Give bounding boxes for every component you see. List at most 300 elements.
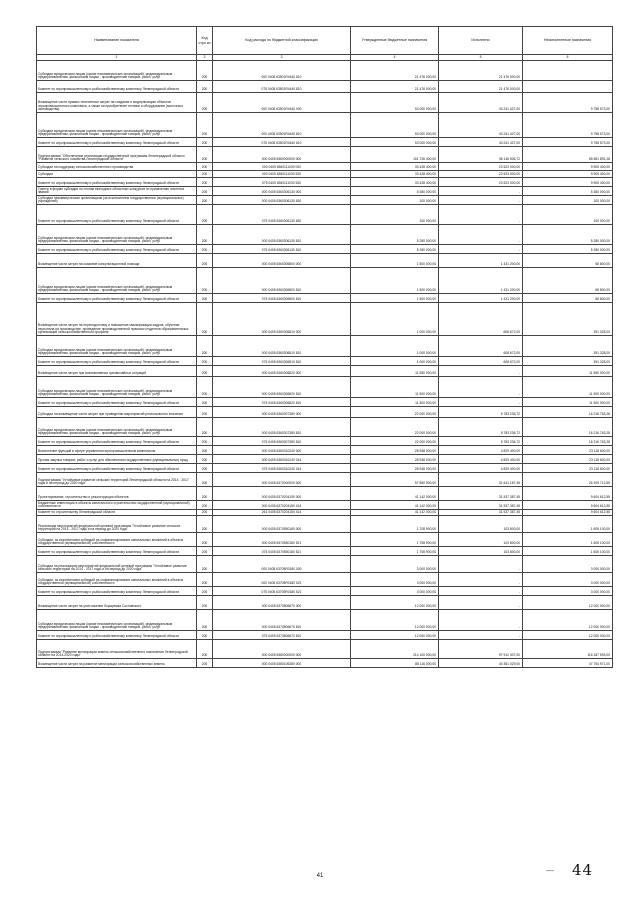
row-code-cell: 200 xyxy=(197,516,213,533)
row-classification-cell: 000 0405 6360306820 000 xyxy=(213,366,351,377)
row-approved-cell: 21 476 000,00 xyxy=(351,81,439,93)
row-classification-cell: 000 0405 6370204150 000 xyxy=(213,487,351,501)
row-code-cell: 200 xyxy=(197,294,213,303)
table-row xyxy=(37,178,613,187)
report-sheet xyxy=(36,26,612,668)
table-row xyxy=(37,294,613,303)
table-row xyxy=(37,336,613,357)
row-code-cell: 200 xyxy=(197,147,213,163)
column-number: 1 xyxy=(37,55,197,61)
row-classification-cell: 075 0405 6360306810 810 xyxy=(213,357,351,366)
row-name-cell: Комитет по агропромышленному и рыбохозяйственному комплексу Ленинградской области xyxy=(37,547,197,556)
row-approved-cell: 22 000 000,00 xyxy=(351,437,439,446)
row-name-cell: Комитет по агропромышленному и рыбохозяйственному комплексу Ленинградской области xyxy=(37,245,197,254)
row-executed-cell: 608 672,00 xyxy=(439,336,523,357)
row-unexecuted-cell: 5 280 000,00 xyxy=(523,225,613,245)
row-code-cell: 200 xyxy=(197,187,213,196)
row-code-cell: 200 xyxy=(197,163,213,171)
row-name-cell: Возмещение части затрат на переподготовку и повышение квалификации кадров, обучение персонала на производстве, проведение производственной практики студентов образовательных организаций сельскохозяйственного профиля xyxy=(37,303,197,336)
row-classification-cell: 075 0405 6360306820 810 xyxy=(213,398,351,407)
row-classification-cell: 075 0405 63501R4440 810 xyxy=(213,81,351,93)
row-name-cell: Комитет по агропромышленному и рыбохозяйственному комплексу Ленинградской области xyxy=(37,398,197,407)
row-executed-cell: - xyxy=(439,245,523,254)
table-row xyxy=(37,147,613,163)
row-approved-cell: 53 000 000,00 xyxy=(351,93,439,113)
row-approved-cell: 1 500 000,00 xyxy=(351,294,439,303)
row-code-cell: 200 xyxy=(197,473,213,487)
row-approved-cell: 33 428 400,00 xyxy=(351,178,439,187)
table-row xyxy=(37,659,613,668)
row-executed-cell: 97 912 407,00 xyxy=(439,640,523,659)
row-executed-cell: 43 241 427,00 xyxy=(439,113,523,138)
row-executed-cell: 4 829 400,00 xyxy=(439,455,523,464)
row-executed-cell: 31 641 187,45 xyxy=(439,473,523,487)
row-executed-cell: - xyxy=(439,556,523,573)
row-executed-cell: 1 431 200,00 xyxy=(439,268,523,294)
row-executed-cell: 31 537 387,45 xyxy=(439,501,523,510)
row-unexecuted-cell: 16 216 763,28 xyxy=(523,418,613,437)
row-code-cell: 200 xyxy=(197,487,213,501)
row-executed-cell: 23 523 000,00 xyxy=(439,171,523,178)
row-approved-cell: 11 500 000,00 xyxy=(351,398,439,407)
row-name-cell: Комитет по агропромышленному и рыбохозяйственному комплексу Ленинградской области xyxy=(37,81,197,93)
row-code-cell: 200 xyxy=(197,573,213,587)
row-executed-cell: - xyxy=(439,187,523,196)
row-classification-cell: 000 0405 6370204150 414 xyxy=(213,501,351,510)
table-row xyxy=(37,487,613,501)
row-approved-cell: 41 142 000,00 xyxy=(351,510,439,516)
row-executed-cell: - xyxy=(439,573,523,587)
table-row xyxy=(37,138,613,147)
row-classification-cell: 000 0405 6380106380 000 xyxy=(213,659,351,668)
row-executed-cell: 31 537 387,45 xyxy=(439,510,523,516)
row-name-cell: Подпрограмма "Устойчивое развитие сельских территорий Ленинградской области на 2014 - 2017 годы и на период до 2020 года" xyxy=(37,473,197,487)
row-code-cell: 200 xyxy=(197,587,213,596)
row-name-cell: Субсидии, за исключением субсидий на софинансирование капитальных вложений в объекты государственной (муниципальной) собственности xyxy=(37,533,197,547)
row-classification-cell: 000 0405 6360306130 000 xyxy=(213,187,351,196)
row-name-cell: Субсидии, за исключением субсидий на софинансирование капитальных вложений в объекты государственной (муниципальной) собственности xyxy=(37,573,197,587)
row-unexecuted-cell: 3 000 000,00 xyxy=(523,573,613,587)
row-approved-cell: 1 708 900,00 xyxy=(351,547,439,556)
row-code-cell: 200 xyxy=(197,659,213,668)
row-unexecuted-cell: 391 328,00 xyxy=(523,357,613,366)
table-row xyxy=(37,398,613,407)
row-classification-cell: 000 0405 6360306810 810 xyxy=(213,336,351,357)
table-row xyxy=(37,357,613,366)
row-code-cell: 200 xyxy=(197,501,213,510)
header-classification: Код расхода по бюджетной классификации xyxy=(213,27,351,55)
row-classification-cell: 000 0405 6360310240 244 xyxy=(213,455,351,464)
table-row xyxy=(37,573,613,587)
row-unexecuted-cell: 11 550 000,00 xyxy=(523,366,613,377)
table-row xyxy=(37,455,613,464)
row-unexecuted-cell: 9 758 573,00 xyxy=(523,113,613,138)
table-row xyxy=(37,366,613,377)
row-executed-cell: 23 523 000,00 xyxy=(439,163,523,171)
table-row xyxy=(37,547,613,556)
row-name-cell: Возмещение части прямых понесенных затрат на создание и модернизацию объектов агропромышленного комплекса, а также на приобретение техники и оборудования (молочного скотоводства) xyxy=(37,93,197,113)
row-classification-cell: 075 0405 6360111030 530 xyxy=(213,178,351,187)
row-code-cell: 200 xyxy=(197,464,213,473)
row-name-cell: Субсидии юридическим лицам (кроме некоммерческих организаций), индивидуальным предпринимателям, физическим лицам - производителям товаров, работ, услуг xyxy=(37,418,197,437)
row-classification-cell: 000 0405 6380000000 000 xyxy=(213,640,351,659)
table-row xyxy=(37,473,613,487)
row-code-cell: 200 xyxy=(197,268,213,294)
row-approved-cell: 100 000,00 xyxy=(351,205,439,225)
row-classification-cell: 000 0405 6370000000 000 xyxy=(213,473,351,487)
table-row xyxy=(37,245,613,254)
header-code: Код стро ки xyxy=(197,27,213,55)
row-classification-cell: 000 0405 6360306130 630 xyxy=(213,196,351,205)
row-name-cell: Субсидии xyxy=(37,171,197,178)
row-classification-cell: 000 0405 6360111030 000 xyxy=(213,163,351,171)
row-classification-cell: 261 0405 6370204150 414 xyxy=(213,510,351,516)
row-classification-cell: 075 0405 6360306130 630 xyxy=(213,205,351,225)
row-code-cell: 200 xyxy=(197,357,213,366)
row-code-cell: 200 xyxy=(197,113,213,138)
row-code-cell: 200 xyxy=(197,631,213,640)
row-classification-cell: 000 0405 6360111030 530 xyxy=(213,171,351,178)
table-row xyxy=(37,640,613,659)
row-name-cell: Комитет по агропромышленному и рыбохозяйственному комплексу Ленинградской области xyxy=(37,357,197,366)
table-row xyxy=(37,93,613,113)
table-row xyxy=(37,418,613,437)
row-unexecuted-cell: 16 216 763,28 xyxy=(523,407,613,418)
row-approved-cell: 57 850 900,00 xyxy=(351,473,439,487)
row-executed-cell: 23 523 000,00 xyxy=(439,178,523,187)
header-unexecuted: Неисполненные назначения xyxy=(523,27,613,55)
row-unexecuted-cell: 3 000 000,00 xyxy=(523,556,613,573)
row-unexecuted-cell: 100 000,00 xyxy=(523,205,613,225)
row-classification-cell: 000 0405 6370806670 000 xyxy=(213,596,351,610)
row-code-cell: 200 xyxy=(197,437,213,446)
row-name-cell: Комитет по агропромышленному и рыбохозяйственному комплексу Ленинградской области xyxy=(37,464,197,473)
row-unexecuted-cell: 23 118 600,00 xyxy=(523,464,613,473)
row-code-cell: 200 xyxy=(197,547,213,556)
row-unexecuted-cell: 5 380 000,00 xyxy=(523,187,613,196)
header-row xyxy=(37,27,613,55)
table-row xyxy=(37,171,613,178)
column-number: 4 xyxy=(351,55,439,61)
row-approved-cell: 33 428 400,00 xyxy=(351,163,439,171)
row-approved-cell: 3 000 000,00 xyxy=(351,587,439,596)
row-code-cell: 200 xyxy=(197,171,213,178)
row-unexecuted-cell: 9 758 573,00 xyxy=(523,93,613,113)
row-executed-cell: 31 537 387,45 xyxy=(439,487,523,501)
table-row xyxy=(37,407,613,418)
row-classification-cell: 000 0405 6360306820 810 xyxy=(213,377,351,398)
row-name-cell: Субсидии юридическим лицам (кроме некоммерческих организаций), индивидуальным предпринимателям, физическим лицам - производителям товаров, работ, услуг xyxy=(37,336,197,357)
table-row xyxy=(37,113,613,138)
table-row xyxy=(37,596,613,610)
handwritten-page-mark: 44 xyxy=(572,861,594,879)
row-unexecuted-cell: 9 604 612,55 xyxy=(523,501,613,510)
row-code-cell: 200 xyxy=(197,418,213,437)
row-name-cell: Комитет по агропромышленному и рыбохозяйственному комплексу Ленинградской области xyxy=(37,205,197,225)
header-approved: Утвержденные бюджетные назначения xyxy=(351,27,439,55)
corner-dash: — xyxy=(546,866,554,875)
row-approved-cell: 214 100 000,00 xyxy=(351,640,439,659)
row-approved-cell: 3 000 000,00 xyxy=(351,573,439,587)
row-name-cell: Возмещение части затрат на оказание консультационной помощи xyxy=(37,254,197,268)
row-name-cell: Прочая закупка товаров, работ и услуг для обеспечения государственных (муниципальных) нужд xyxy=(37,455,197,464)
row-approved-cell: 28 948 000,00 xyxy=(351,446,439,455)
row-executed-cell: 21 476 000,00 xyxy=(439,61,523,81)
row-code-cell: 200 xyxy=(197,446,213,455)
row-unexecuted-cell: 9 604 612,55 xyxy=(523,510,613,516)
row-code-cell: 200 xyxy=(197,303,213,336)
page-number: 41 xyxy=(316,873,324,879)
table-row xyxy=(37,163,613,171)
row-executed-cell: 103 800,00 xyxy=(439,516,523,533)
row-approved-cell: 22 000 000,00 xyxy=(351,418,439,437)
row-unexecuted-cell: 1 605 100,00 xyxy=(523,533,613,547)
row-approved-cell: 41 142 000,00 xyxy=(351,501,439,510)
row-executed-cell: 21 476 000,00 xyxy=(439,81,523,93)
row-unexecuted-cell: 391 328,00 xyxy=(523,336,613,357)
row-approved-cell: 53 000 000,00 xyxy=(351,138,439,147)
table-row xyxy=(37,437,613,446)
row-approved-cell: 3 000 000,00 xyxy=(351,556,439,573)
row-approved-cell: 11 500 000,00 xyxy=(351,377,439,398)
header-name: Наименование показателя xyxy=(37,27,197,55)
row-code-cell: 200 xyxy=(197,254,213,268)
row-executed-cell: 4 829 400,00 xyxy=(439,464,523,473)
row-classification-cell: 000 0405 6370806670 810 xyxy=(213,610,351,631)
row-code-cell: 200 xyxy=(197,510,213,516)
row-classification-cell: 000 0405 6360000000 000 xyxy=(213,147,351,163)
row-classification-cell: 075 0405 6360310240 244 xyxy=(213,464,351,473)
row-classification-cell: 000 0405 63501R4440 000 xyxy=(213,93,351,113)
table-body xyxy=(37,61,613,668)
row-executed-cell: 5 783 236,72 xyxy=(439,418,523,437)
row-name-cell: Субсидии юридическим лицам (кроме некоммерческих организаций), индивидуальным предпринимателям, физическим лицам - производителям товаров, работ, услуг xyxy=(37,225,197,245)
row-name-cell: Комитет по агропромышленному и рыбохозяйственному комплексу Ленинградской области xyxy=(37,294,197,303)
row-executed-cell: 1 431 200,00 xyxy=(439,294,523,303)
table-row xyxy=(37,631,613,640)
row-unexecuted-cell: 26 209 712,55 xyxy=(523,473,613,487)
column-number: 5 xyxy=(439,55,523,61)
row-code-cell: 200 xyxy=(197,377,213,398)
row-classification-cell: 000 0405 6360310240 000 xyxy=(213,446,351,455)
row-classification-cell: 000 0405 63501R4440 810 xyxy=(213,113,351,138)
row-code-cell: 200 xyxy=(197,398,213,407)
row-unexecuted-cell: - xyxy=(523,61,613,81)
table-row xyxy=(37,303,613,336)
row-executed-cell: 608 672,00 xyxy=(439,357,523,366)
table-row xyxy=(37,533,613,547)
row-approved-cell: 1 500 000,00 xyxy=(351,268,439,294)
table-row xyxy=(37,254,613,268)
table-row xyxy=(37,187,613,196)
row-code-cell: 200 xyxy=(197,336,213,357)
row-classification-cell: 000 0405 63501R4440 810 xyxy=(213,61,351,81)
row-name-cell: Субсидии на реализацию мероприятий федеральной целевой программы "Устойчивое развитие сельских территорий на 2014 - 2017 годы и на период до 2020 года" xyxy=(37,556,197,573)
row-code-cell: 200 xyxy=(197,225,213,245)
table-row xyxy=(37,516,613,533)
row-approved-cell: 5 280 000,00 xyxy=(351,245,439,254)
row-code-cell: 200 xyxy=(197,93,213,113)
row-approved-cell: 28 948 000,00 xyxy=(351,455,439,464)
row-approved-cell: 1 000 000,00 xyxy=(351,357,439,366)
table-row xyxy=(37,268,613,294)
row-code-cell: 200 xyxy=(197,178,213,187)
row-unexecuted-cell: 12 000 000,00 xyxy=(523,631,613,640)
table-row xyxy=(37,501,613,510)
row-code-cell: 200 xyxy=(197,61,213,81)
row-classification-cell: 000 0405 63705R0180 000 xyxy=(213,556,351,573)
row-name-cell: Субсидии юридическим лицам (кроме некоммерческих организаций), индивидуальным предпринимателям, физическим лицам - производителям товаров, работ, услуг xyxy=(37,268,197,294)
row-executed-cell: - xyxy=(439,205,523,225)
row-code-cell: 200 xyxy=(197,245,213,254)
row-classification-cell: 000 0405 6360306800 810 xyxy=(213,268,351,294)
row-code-cell: 200 xyxy=(197,596,213,610)
row-executed-cell: - xyxy=(439,596,523,610)
row-code-cell: 200 xyxy=(197,205,213,225)
row-approved-cell: 41 142 000,00 xyxy=(351,487,439,501)
row-unexecuted-cell: 3 000 000,00 xyxy=(523,587,613,596)
table-row xyxy=(37,225,613,245)
table-row xyxy=(37,377,613,398)
row-executed-cell: - xyxy=(439,610,523,631)
row-classification-cell: 075 0405 6370550180 521 xyxy=(213,547,351,556)
row-executed-cell: - xyxy=(439,631,523,640)
row-classification-cell: 075 0405 6360307380 810 xyxy=(213,437,351,446)
row-executed-cell: 103 800,00 xyxy=(439,533,523,547)
row-executed-cell: - xyxy=(439,377,523,398)
row-unexecuted-cell: 9 905 400,00 xyxy=(523,171,613,178)
row-classification-cell: 075 0405 6370806670 810 xyxy=(213,631,351,640)
row-name-cell: Субсидии на возмещение части затрат при проведении мероприятий регионального значения xyxy=(37,407,197,418)
row-code-cell: 200 xyxy=(197,81,213,93)
row-name-cell: Субсидии юридическим лицам (кроме некоммерческих организаций), индивидуальным предпринимателям, физическим лицам - производителям товаров, работ, услуг xyxy=(37,377,197,398)
row-unexecuted-cell: 9 905 400,00 xyxy=(523,178,613,187)
row-unexecuted-cell: 1 605 100,00 xyxy=(523,516,613,533)
row-approved-cell: 1 000 000,00 xyxy=(351,303,439,336)
expenditure-table xyxy=(36,26,613,668)
table-row xyxy=(37,610,613,631)
row-unexecuted-cell: 9 758 573,00 xyxy=(523,138,613,147)
row-unexecuted-cell: 9 905 400,00 xyxy=(523,163,613,171)
row-executed-cell: 36 146 506,72 xyxy=(439,147,523,163)
row-approved-cell: 5 280 000,00 xyxy=(351,225,439,245)
row-approved-cell: 28 948 000,00 xyxy=(351,464,439,473)
row-unexecuted-cell: 23 118 600,00 xyxy=(523,446,613,455)
row-name-cell: Проектирование, строительство и реконструкция объектов xyxy=(37,487,197,501)
row-executed-cell: - xyxy=(439,225,523,245)
row-name-cell: Комитет по агропромышленному и рыбохозяйственному комплексу Ленинградской области xyxy=(37,587,197,596)
row-unexecuted-cell: 5 280 000,00 xyxy=(523,245,613,254)
table-row xyxy=(37,556,613,573)
row-unexecuted-cell: 16 216 763,28 xyxy=(523,437,613,446)
row-unexecuted-cell: 12 000 000,00 xyxy=(523,610,613,631)
row-code-cell: 200 xyxy=(197,455,213,464)
row-executed-cell: - xyxy=(439,398,523,407)
row-unexecuted-cell: 68 800,00 xyxy=(523,254,613,268)
row-executed-cell: - xyxy=(439,366,523,377)
row-name-cell: Возмещение части затрат при возникновении чрезвычайных ситуаций xyxy=(37,366,197,377)
header-executed: Исполнено xyxy=(439,27,523,55)
row-name-cell: Субсидии юридическим лицам (кроме некоммерческих организаций), индивидуальным предпринимателям, физическим лицам - производителям товаров, работ, услуг xyxy=(37,113,197,138)
row-approved-cell: 88 116 000,00 xyxy=(351,659,439,668)
row-classification-cell: 000 0405 6370550180 000 xyxy=(213,516,351,533)
row-executed-cell: 5 783 236,72 xyxy=(439,437,523,446)
row-name-cell: Субсидии юридическим лицам (кроме некоммерческих организаций), индивидуальным предпринимателям, физическим лицам - производителям товаров, работ, услуг xyxy=(37,61,197,81)
row-approved-cell: 1 708 900,00 xyxy=(351,516,439,533)
row-code-cell: 200 xyxy=(197,196,213,205)
row-code-cell: 200 xyxy=(197,138,213,147)
row-executed-cell: 103 800,00 xyxy=(439,547,523,556)
row-unexecuted-cell: 100 000,00 xyxy=(523,196,613,205)
row-classification-cell: 000 0405 6360307380 000 xyxy=(213,407,351,418)
row-approved-cell: 12 000 000,00 xyxy=(351,631,439,640)
row-code-cell: 200 xyxy=(197,640,213,659)
row-unexecuted-cell: 23 118 600,00 xyxy=(523,455,613,464)
row-name-cell: Комитет по агропромышленному и рыбохозяйственному комплексу Ленинградской области xyxy=(37,631,197,640)
row-approved-cell: 5 380 000,00 xyxy=(351,187,439,196)
row-unexecuted-cell: 12 000 000,00 xyxy=(523,596,613,610)
row-classification-cell: 000 0405 6360307380 810 xyxy=(213,418,351,437)
table-row xyxy=(37,464,613,473)
row-executed-cell: 43 241 427,00 xyxy=(439,138,523,147)
row-name-cell: Комитет по агропромышленному и рыбохозяйственному комплексу Ленинградской области xyxy=(37,178,197,187)
row-classification-cell: 000 0405 6360306130 810 xyxy=(213,225,351,245)
row-code-cell: 200 xyxy=(197,610,213,631)
row-approved-cell: 12 000 000,00 xyxy=(351,610,439,631)
row-name-cell: Субсидии юридическим лицам (кроме некоммерческих организаций), индивидуальным предпринимателям, физическим лицам - производителям товаров, работ, услуг xyxy=(37,610,197,631)
row-classification-cell: 075 0405 63501R4440 810 xyxy=(213,138,351,147)
row-executed-cell: 5 783 236,72 xyxy=(439,407,523,418)
row-name-cell: Субсидии некоммерческим организациям (за исключением государственных (муниципальных) учреждений) xyxy=(37,196,197,205)
row-executed-cell: 40 361 029,00 xyxy=(439,659,523,668)
row-classification-cell: 075 0405 63705R0180 521 xyxy=(213,587,351,596)
row-code-cell: 200 xyxy=(197,533,213,547)
table-row xyxy=(37,196,613,205)
row-code-cell: 200 xyxy=(197,366,213,377)
row-unexecuted-cell: 391 328,00 xyxy=(523,303,613,336)
row-executed-cell: - xyxy=(439,587,523,596)
row-classification-cell: 000 0405 6360306810 000 xyxy=(213,303,351,336)
row-executed-cell: 608 672,00 xyxy=(439,303,523,336)
row-name-cell: Реализация мероприятий федеральной целевой программы "Устойчивое развитие сельских территорий на 2014 - 2017 годы и на период до 2020 года" xyxy=(37,516,197,533)
row-executed-cell: - xyxy=(439,196,523,205)
row-unexecuted-cell: 65 581 891,28 xyxy=(523,147,613,163)
row-approved-cell: 22 000 000,00 xyxy=(351,407,439,418)
row-approved-cell: 11 550 000,00 xyxy=(351,366,439,377)
row-unexecuted-cell: 11 500 000,00 xyxy=(523,398,613,407)
row-approved-cell: 101 726 400,00 xyxy=(351,147,439,163)
row-approved-cell: 1 000 000,00 xyxy=(351,336,439,357)
row-name-cell: Возмещение части затрат на развитие мелиорации сельскохозяйственных земель xyxy=(37,659,197,668)
row-name-cell: Возмещение части затрат на уничтожение борщевика Сосновского xyxy=(37,596,197,610)
row-executed-cell: 1 431 200,00 xyxy=(439,254,523,268)
row-approved-cell: 12 000 000,00 xyxy=(351,596,439,610)
row-unexecuted-cell: 47 754 971,00 xyxy=(523,659,613,668)
table-row xyxy=(37,61,613,81)
row-classification-cell: 000 0405 63705R0180 521 xyxy=(213,573,351,587)
row-approved-cell: 1 708 900,00 xyxy=(351,533,439,547)
row-unexecuted-cell: 116 187 593,00 xyxy=(523,640,613,659)
row-unexecuted-cell: - xyxy=(523,81,613,93)
row-classification-cell: 075 0405 6360306130 810 xyxy=(213,245,351,254)
table-row xyxy=(37,205,613,225)
row-classification-cell: 000 0405 6370550180 521 xyxy=(213,533,351,547)
row-approved-cell: 53 000 000,00 xyxy=(351,113,439,138)
row-approved-cell: 100 000,00 xyxy=(351,196,439,205)
row-unexecuted-cell: 11 500 000,00 xyxy=(523,377,613,398)
row-name-cell: Комитет по строительству Ленинградской области xyxy=(37,510,197,516)
row-unexecuted-cell: 68 800,00 xyxy=(523,268,613,294)
